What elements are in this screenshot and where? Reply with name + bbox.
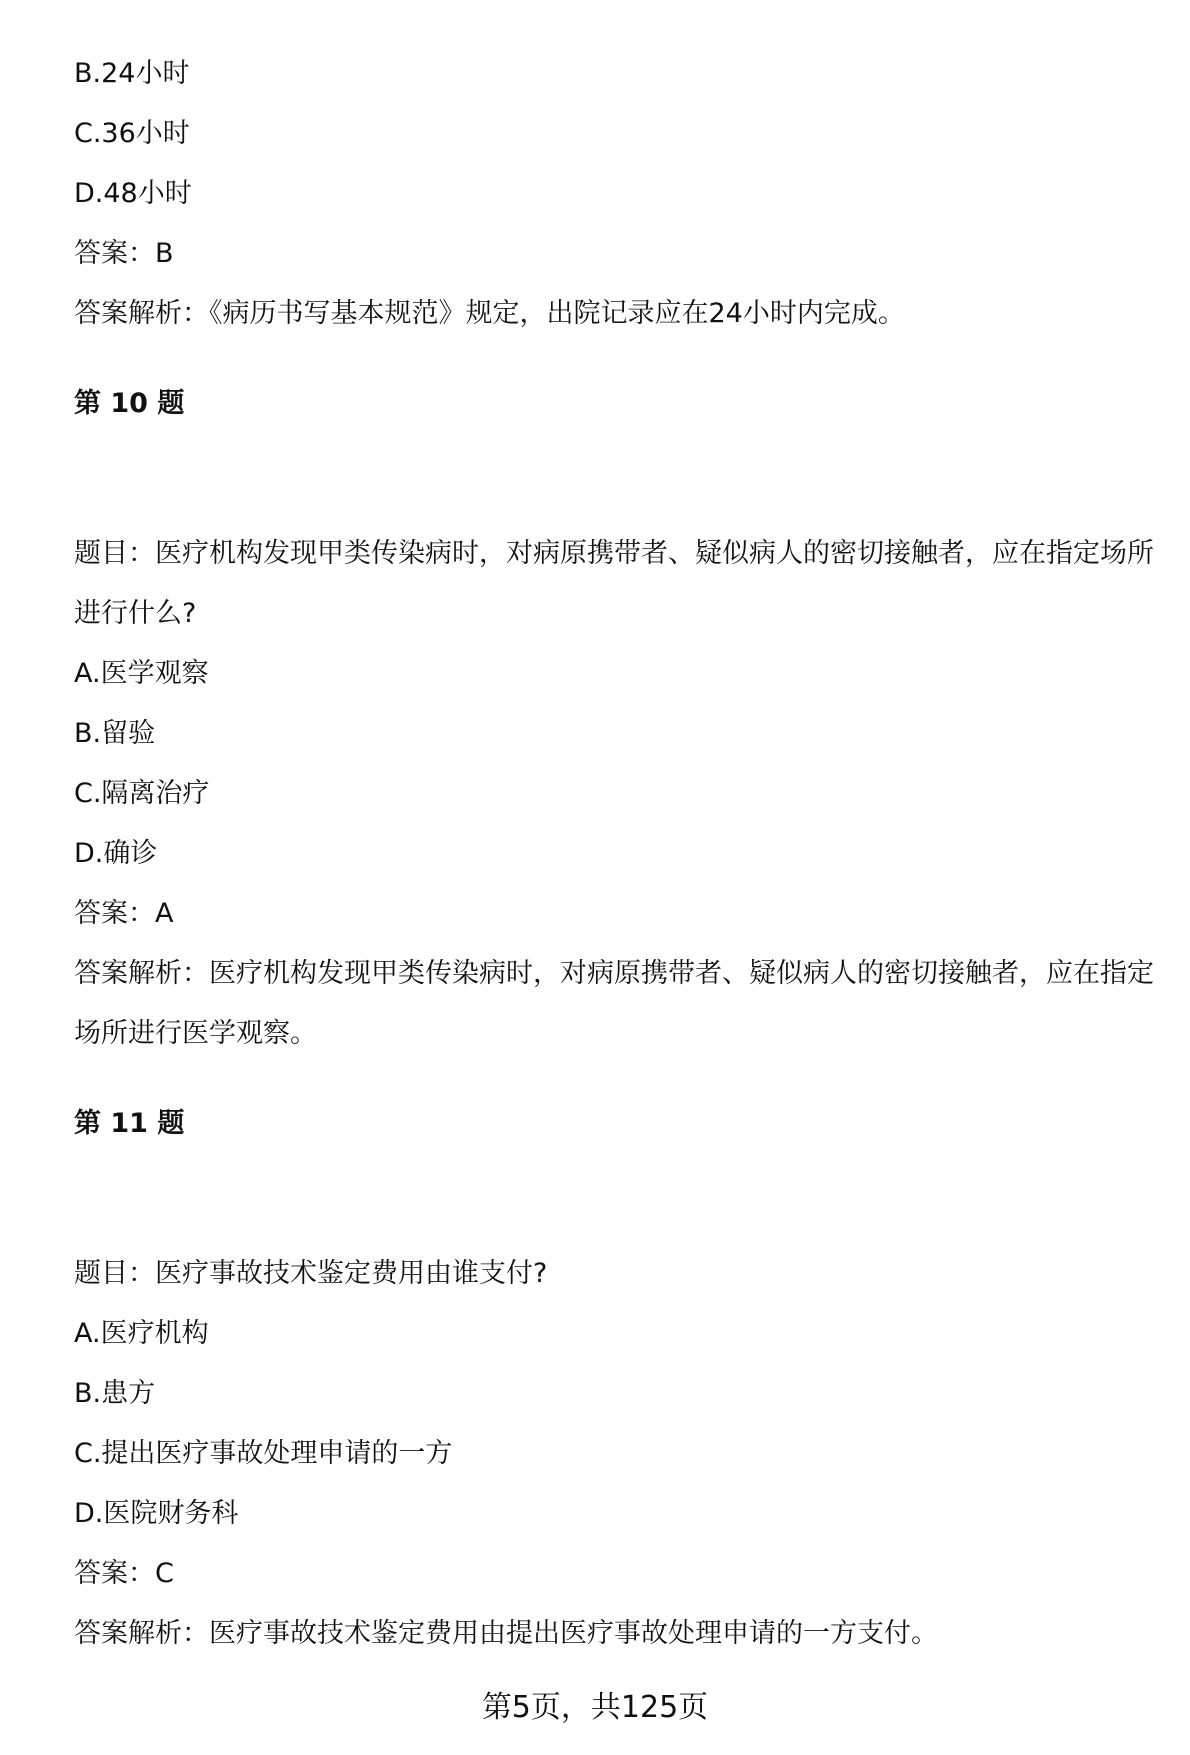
option-b: B.患方	[74, 1378, 156, 1409]
option-b: B.24小时	[74, 58, 190, 89]
question-9-tail	[74, 44, 1164, 344]
option-b: B.留验	[74, 718, 156, 749]
answer-analysis: 答案解析：医疗机构发现甲类传染病时，对病原携带者、疑似病人的密切接触者，应在指定场所进行医学观察。	[74, 958, 1154, 1049]
question-heading: 第 10 题	[74, 388, 185, 419]
option-a: A.医疗机构	[74, 1318, 209, 1349]
answer: 答案：A	[74, 898, 174, 929]
option-a: A.医学观察	[74, 658, 209, 689]
page-content	[74, 44, 1164, 1664]
question-text: 题目：医疗机构发现甲类传染病时，对病原携带者、疑似病人的密切接触者，应在指定场所进行什么?	[74, 538, 1154, 629]
option-c: C.提出医疗事故处理申请的一方	[74, 1438, 453, 1469]
option-d: D.确诊	[74, 838, 158, 869]
option-d: D.48小时	[74, 178, 192, 209]
question-10	[74, 374, 1164, 1064]
answer: 答案：B	[74, 238, 174, 269]
answer-analysis: 答案解析：医疗事故技术鉴定费用由提出医疗事故处理申请的一方支付。	[74, 1618, 938, 1649]
answer: 答案：C	[74, 1558, 174, 1589]
option-d: D.医院财务科	[74, 1498, 239, 1529]
question-text: 题目：医疗事故技术鉴定费用由谁支付?	[74, 1258, 548, 1289]
question-heading: 第 11 题	[74, 1108, 185, 1139]
option-c: C.36小时	[74, 118, 190, 149]
page-number-footer: 第5页，共125页	[481, 1690, 709, 1725]
question-11	[74, 1094, 1164, 1664]
option-c: C.隔离治疗	[74, 778, 210, 809]
answer-analysis: 答案解析：《病历书写基本规范》规定，出院记录应在24小时内完成。	[74, 298, 905, 329]
